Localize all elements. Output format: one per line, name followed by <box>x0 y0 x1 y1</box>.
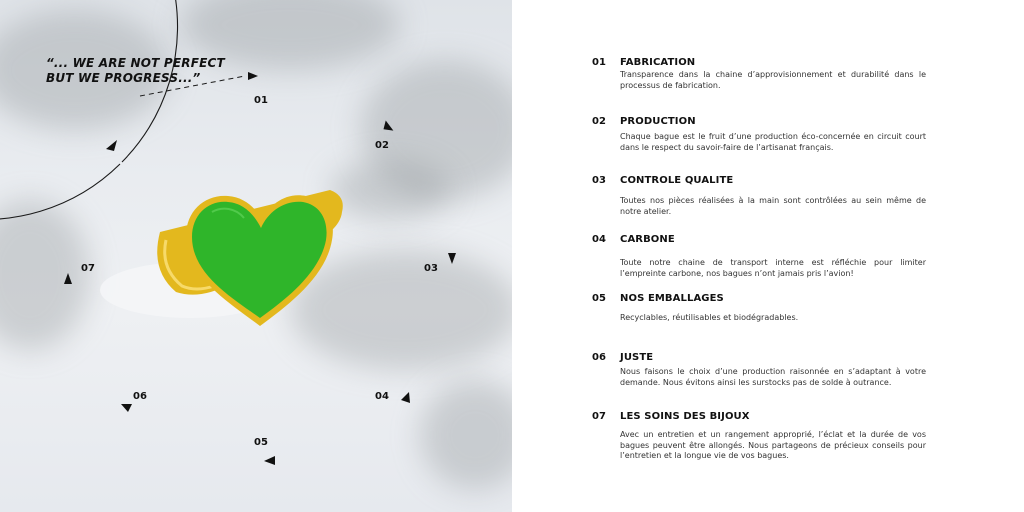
step-title: LES SOINS DES BIJOUX <box>620 411 750 422</box>
step-title: JUSTE <box>620 352 654 363</box>
quote-line-1: “... WE ARE NOT PERFECT <box>46 56 225 70</box>
cycle-label-06: 06 <box>133 391 147 402</box>
step-title: NOS EMBALLAGES <box>620 293 724 304</box>
step-title: CARBONE <box>620 234 675 245</box>
step-description: Transparence dans la chaine d’approvisionnement et durabilité dans le processus de fabrication. <box>620 70 926 90</box>
arrow-icon <box>383 120 394 130</box>
step-number: 02 <box>592 116 606 127</box>
step-number: 07 <box>592 411 606 422</box>
step-description: Avec un entretien et un rangement approprié, l’éclat et la durée de vos bagues peuvent être allongés. Nous partageons de précieux conseils pour l’entretien et la longue vie de vos bagues. <box>620 430 926 460</box>
step-description: Recyclables, réutilisables et biodégradables. <box>620 313 799 322</box>
step-title: PRODUCTION <box>620 116 696 127</box>
step-number: 01 <box>592 57 606 68</box>
step-description: Nous faisons le choix d’une production raisonnée en s’adaptant à votre demande. Nous évitons ainsi les surstocks pas de solde à outrance. <box>620 367 926 387</box>
arrow-icon <box>401 392 410 403</box>
step-number: 04 <box>592 234 606 245</box>
steps-panel <box>512 0 1024 512</box>
arrow-icon <box>248 72 258 80</box>
cycle-label-05: 05 <box>254 437 268 448</box>
step-description: Toutes nos pièces réalisées à la main sont contrôlées au sein même de notre atelier. <box>620 196 926 216</box>
cycle-label-01: 01 <box>254 95 268 106</box>
step-title: FABRICATION <box>620 57 696 68</box>
cycle-label-03: 03 <box>424 263 438 274</box>
cycle-label-02: 02 <box>375 140 389 151</box>
arrow-icon <box>264 456 275 465</box>
step-number: 03 <box>592 175 606 186</box>
step-title: CONTROLE QUALITE <box>620 175 734 186</box>
step-description: Chaque bague est le fruit d’une production éco-concernée en circuit court dans le respect du savoir-faire de l’artisanat français. <box>620 132 926 152</box>
dashed-connector <box>140 76 245 96</box>
cycle-label-07: 07 <box>81 263 95 274</box>
arrow-icon <box>448 253 456 264</box>
step-number: 05 <box>592 293 606 304</box>
quote-line-2: BUT WE PROGRESS...” <box>46 71 201 85</box>
arrow-icon <box>64 273 72 284</box>
step-description: Toute notre chaine de transport interne est réfléchie pour limiter l’empreinte carbone, nos bagues n’ont jamais pris l’avion! <box>620 258 926 278</box>
cycle-circle <box>0 0 178 220</box>
step-number: 06 <box>592 352 606 363</box>
arrow-icon <box>121 404 132 412</box>
cycle-label-04: 04 <box>375 391 389 402</box>
arrow-icon <box>106 140 117 151</box>
